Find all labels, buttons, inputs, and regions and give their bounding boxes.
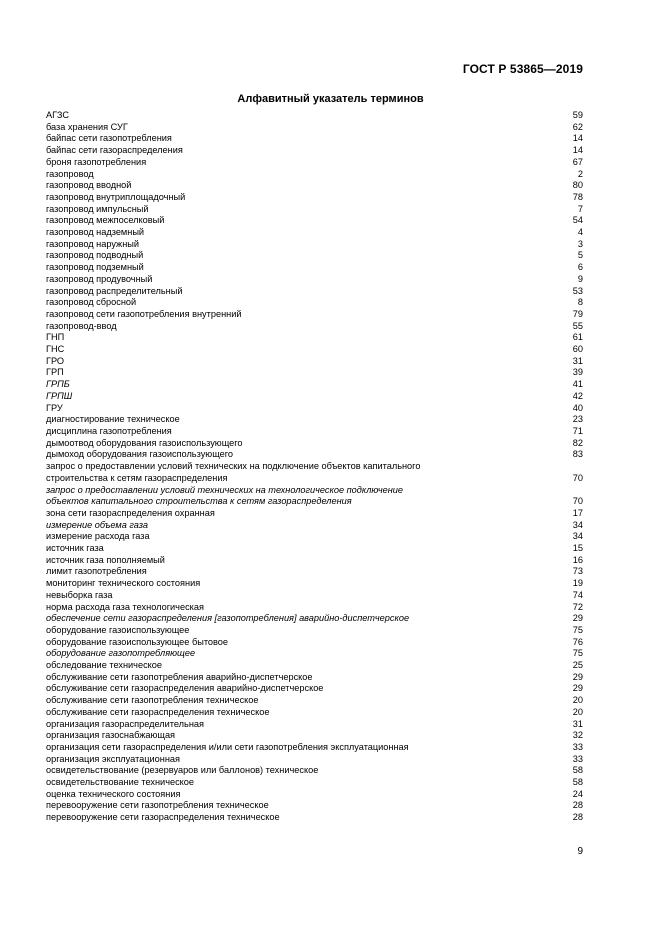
index-term: газопровод сбросной <box>46 297 137 308</box>
index-entry <box>46 297 583 309</box>
index-entry <box>46 485 583 497</box>
index-entry <box>46 637 583 649</box>
index-page-ref: 16 <box>572 554 583 565</box>
index-page-ref: 80 <box>572 180 583 191</box>
index-entry <box>46 812 583 824</box>
index-page-ref: 31 <box>572 355 583 366</box>
index-entry <box>46 239 583 251</box>
index-term: оборудование газоиспользующее <box>46 624 190 635</box>
index-page-ref: 82 <box>572 437 583 448</box>
index-term: объектов капитального строительства к сетям газораспределения <box>46 496 352 507</box>
index-page-ref: 72 <box>572 601 583 612</box>
index-term: ГРПШ <box>46 390 73 401</box>
index-page-ref: 6 <box>577 262 583 273</box>
index-term: газопровод наружный <box>46 238 140 249</box>
index-term: обслуживание сети газопотребления аварийно-диспетчерское <box>46 671 313 682</box>
index-page-ref: 53 <box>572 285 583 296</box>
index-page-ref: 74 <box>572 589 583 600</box>
index-term: дымоотвод оборудования газоиспользующего <box>46 437 243 448</box>
index-page-ref: 31 <box>572 718 583 729</box>
index-entry <box>46 250 583 262</box>
index-page-ref: 29 <box>572 683 583 694</box>
index-page-ref: 70 <box>572 496 583 507</box>
index-page-ref: 14 <box>572 133 583 144</box>
index-entry <box>46 274 583 286</box>
index-page-ref: 55 <box>572 320 583 331</box>
index-term: освидетельствование техническое <box>46 777 195 788</box>
index-page-ref: 60 <box>572 344 583 355</box>
index-page-ref: 4 <box>577 227 583 238</box>
index-page-ref: 71 <box>572 425 583 436</box>
index-page-ref: 8 <box>577 297 583 308</box>
index-entry <box>46 707 583 719</box>
index-page-ref: 59 <box>572 110 583 120</box>
index-term: запрос о предоставлении условий технических на подключение объектов капитального <box>46 461 421 472</box>
index-page-ref: 20 <box>572 706 583 717</box>
index-page-ref: 58 <box>572 765 583 776</box>
index-term: газопровод импульсный <box>46 203 149 214</box>
index-entry <box>46 578 583 590</box>
index-page-ref: 29 <box>572 671 583 682</box>
index-term: оборудование газопотребляющее <box>46 648 196 659</box>
index-term: мониторинг технического состояния <box>46 578 201 589</box>
index-page-ref: 61 <box>572 332 583 343</box>
index-term: байпас сети газораспределения <box>46 145 183 156</box>
index-term: газопровод надземный <box>46 227 145 238</box>
index-title: Алфавитный указатель терминов <box>237 93 424 105</box>
index-entry <box>46 765 583 777</box>
index-entry <box>46 169 583 181</box>
index-term: диагностирование техническое <box>46 414 180 425</box>
index-term: газопровод внутриплощадочный <box>46 191 186 202</box>
index-page-ref: 79 <box>572 308 583 319</box>
index-entry <box>46 204 583 216</box>
index-page-ref: 5 <box>577 250 583 261</box>
index-page-ref: 54 <box>572 215 583 226</box>
index-entry <box>46 777 583 789</box>
index-term: организация сети газораспределения и/или сети газопотребления эксплуатационная <box>46 741 409 752</box>
index-page-ref: 3 <box>577 238 583 249</box>
index-term: газопровод продувочный <box>46 273 153 284</box>
index-term: броня газопотребления <box>46 156 147 167</box>
index-entry <box>46 356 583 368</box>
index-term: лимит газопотребления <box>46 566 147 577</box>
index-term: источник газа <box>46 543 104 554</box>
index-entry <box>46 262 583 274</box>
index-entry <box>46 660 583 672</box>
index-term: обследование техническое <box>46 660 163 671</box>
index-entry <box>46 286 583 298</box>
index-entry <box>46 344 583 356</box>
index-term: оборудование газоиспользующее бытовое <box>46 636 229 647</box>
index-page-ref: 70 <box>572 472 583 483</box>
index-term: освидетельствование (резервуаров или баллонов) техническое <box>46 765 319 776</box>
index-term: дисциплина газопотребления <box>46 425 172 436</box>
index-term: дымоход оборудования газоиспользующего <box>46 449 234 460</box>
index-entry <box>46 180 583 192</box>
index-entry <box>46 227 583 239</box>
index-page-ref: 75 <box>572 648 583 659</box>
index-entry <box>46 800 583 812</box>
index-entry <box>46 719 583 731</box>
index-entry <box>46 566 583 578</box>
index-entry <box>46 730 583 742</box>
index-term: обслуживание сети газораспределения техническое <box>46 706 270 717</box>
index-page-ref: 75 <box>572 624 583 635</box>
index-page-ref: 32 <box>572 730 583 741</box>
index-entry <box>46 742 583 754</box>
index-entry <box>46 789 583 801</box>
index-term: газопровод-ввод <box>46 320 117 331</box>
page-number: 9 <box>577 846 583 857</box>
index-term: ГНП <box>46 332 65 343</box>
index-page-ref: 40 <box>572 402 583 413</box>
index-page-ref: 17 <box>572 507 583 518</box>
index-entry <box>46 367 583 379</box>
index-entry <box>46 391 583 403</box>
index-entry <box>46 145 583 157</box>
index-entry <box>46 192 583 204</box>
index-term: строительства к сетям газораспределения <box>46 472 228 483</box>
index-page-ref: 39 <box>572 367 583 378</box>
index-page-ref: 33 <box>572 741 583 752</box>
index-term: организация эксплуатационная <box>46 753 181 764</box>
index-page-ref: 28 <box>572 812 583 823</box>
index-page-ref: 7 <box>577 203 583 214</box>
index-term: база хранения СУГ <box>46 121 128 132</box>
index-term: источник газа пополняемый <box>46 554 165 565</box>
index-entry <box>46 414 583 426</box>
index-term: обслуживание сети газораспределения аварийно-диспетчерское <box>46 683 324 694</box>
index-entry <box>46 672 583 684</box>
index-term: перевооружение сети газопотребления техническое <box>46 800 269 811</box>
index-term: организация газораспределительная <box>46 718 204 729</box>
index-page-ref: 34 <box>572 519 583 530</box>
index-page-ref: 78 <box>572 191 583 202</box>
index-term: зона сети газораспределения охранная <box>46 507 215 518</box>
index-page-ref: 23 <box>572 414 583 425</box>
index-entry <box>46 449 583 461</box>
index-term: измерение объема газа <box>46 519 148 530</box>
index-page-ref: 67 <box>572 156 583 167</box>
index-term: ГНС <box>46 344 65 355</box>
index-page-ref: 83 <box>572 449 583 460</box>
term-index-list <box>46 110 583 824</box>
index-entry <box>46 625 583 637</box>
index-entry <box>46 379 583 391</box>
index-entry <box>46 613 583 625</box>
index-term: обеспечение сети газораспределения [газопотребления] аварийно-диспетчерское <box>46 613 410 624</box>
index-term: газопровод вводной <box>46 180 132 191</box>
index-entry <box>46 602 583 614</box>
index-entry <box>46 122 583 134</box>
index-term: невыборка газа <box>46 589 113 600</box>
index-page-ref: 24 <box>572 788 583 799</box>
index-page-ref: 14 <box>572 145 583 156</box>
index-term: обслуживание сети газопотребления техническое <box>46 695 259 706</box>
index-term: перевооружение сети газораспределения техническое <box>46 812 280 823</box>
index-page-ref: 29 <box>572 613 583 624</box>
index-entry <box>46 683 583 695</box>
index-entry <box>46 520 583 532</box>
index-page-ref: 42 <box>572 390 583 401</box>
index-entry <box>46 309 583 321</box>
index-term: ГРО <box>46 355 65 366</box>
index-term: газопровод подводный <box>46 250 144 261</box>
index-entry <box>46 473 583 485</box>
index-page-ref: 62 <box>572 121 583 132</box>
index-entry <box>46 403 583 415</box>
index-entry <box>46 543 583 555</box>
index-term: байпас сети газопотребления <box>46 133 172 144</box>
index-page-ref: 9 <box>577 273 583 284</box>
index-entry <box>46 531 583 543</box>
index-term: оценка технического состояния <box>46 788 181 799</box>
index-term: газопровод межпоселковый <box>46 215 165 226</box>
index-term: газопровод распределительный <box>46 285 183 296</box>
index-term: ГРПБ <box>46 379 70 390</box>
index-entry <box>46 496 583 508</box>
index-term: измерение расхода газа <box>46 531 150 542</box>
index-entry <box>46 438 583 450</box>
index-entry <box>46 133 583 145</box>
index-page-ref: 25 <box>572 660 583 671</box>
index-page-ref: 58 <box>572 777 583 788</box>
index-entry <box>46 157 583 169</box>
index-entry <box>46 648 583 660</box>
index-entry <box>46 215 583 227</box>
index-page-ref: 76 <box>572 636 583 647</box>
index-page-ref: 15 <box>572 543 583 554</box>
index-entry <box>46 508 583 520</box>
index-page-ref: 73 <box>572 566 583 577</box>
index-term: ГРП <box>46 367 64 378</box>
index-page-ref: 20 <box>572 695 583 706</box>
index-term: запрос о предоставлении условий технических на технологическое подключение <box>46 484 404 495</box>
index-entry <box>46 426 583 438</box>
index-term: газопровод подземный <box>46 262 144 273</box>
index-entry <box>46 555 583 567</box>
index-entry <box>46 321 583 333</box>
index-term: ГРУ <box>46 402 63 413</box>
document-code: ГОСТ Р 53865—2019 <box>462 62 583 76</box>
index-page-ref: 2 <box>577 168 583 179</box>
index-page-ref: 41 <box>572 379 583 390</box>
index-entry <box>46 461 583 473</box>
index-term: АГЗС <box>46 110 69 120</box>
index-entry <box>46 695 583 707</box>
index-page-ref: 28 <box>572 800 583 811</box>
index-page-ref: 34 <box>572 531 583 542</box>
index-page-ref: 19 <box>572 578 583 589</box>
index-term: газопровод сети газопотребления внутренний <box>46 308 242 319</box>
index-page-ref: 33 <box>572 753 583 764</box>
index-term: газопровод <box>46 168 94 179</box>
index-term: норма расхода газа технологическая <box>46 601 204 612</box>
index-term: организация газоснабжающая <box>46 730 176 741</box>
index-entry <box>46 110 583 122</box>
index-entry <box>46 754 583 766</box>
index-entry <box>46 590 583 602</box>
index-entry <box>46 332 583 344</box>
